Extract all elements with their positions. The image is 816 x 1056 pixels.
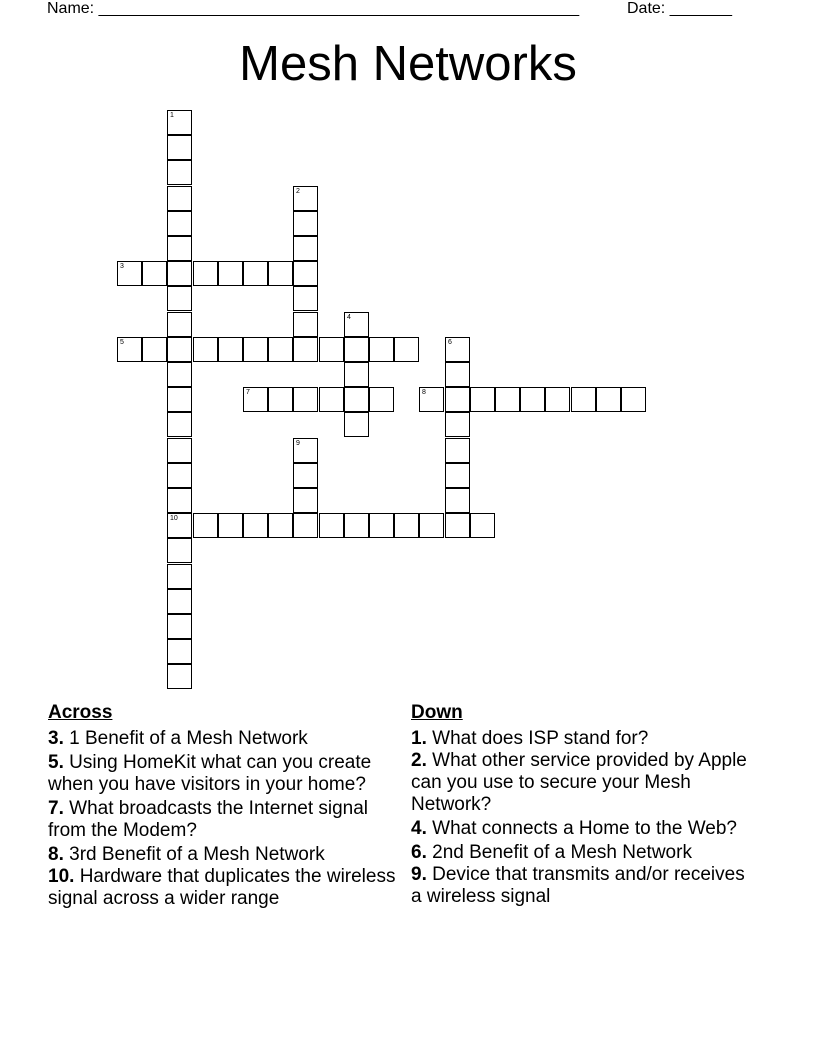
clue-text: What does ISP stand for? [432,728,649,749]
grid-cell[interactable] [571,387,596,412]
clue-text: What connects a Home to the Web? [432,818,738,839]
grid-cell[interactable] [167,639,192,664]
grid-cell[interactable] [167,589,192,614]
clue-number: 1. [411,728,427,749]
grid-cell[interactable] [344,312,369,337]
grid-cell[interactable] [293,488,318,513]
cell-number: 8 [422,389,426,396]
grid-cell[interactable] [445,513,470,538]
grid-cell[interactable] [167,286,192,311]
down-clues [411,702,751,910]
grid-cell[interactable] [167,564,192,589]
grid-cell[interactable] [167,438,192,463]
grid-cell[interactable] [167,110,192,135]
cell-number: 9 [296,440,300,447]
grid-cell[interactable] [243,337,268,362]
grid-cell[interactable] [344,337,369,362]
grid-cell[interactable] [344,513,369,538]
grid-cell[interactable] [394,337,419,362]
across-clues [48,702,408,912]
grid-cell[interactable] [419,513,444,538]
clue-text: What other service provided by Apple can you use to secure your Mesh Network? [411,750,747,815]
clue-number: 2. [411,750,427,771]
grid-cell[interactable] [268,337,293,362]
grid-cell[interactable] [293,337,318,362]
clue-number: 7. [48,798,64,819]
grid-cell[interactable] [167,664,192,689]
name-field[interactable]: Name: ______________________________________________________ [47,0,580,17]
grid-cell[interactable] [293,438,318,463]
down-clue [411,842,751,864]
grid-cell[interactable] [268,513,293,538]
grid-cell[interactable] [167,211,192,236]
grid-cell[interactable] [344,387,369,412]
grid-cell[interactable] [419,387,444,412]
across-clue [48,798,408,842]
grid-cell[interactable] [293,513,318,538]
grid-cell[interactable] [293,463,318,488]
grid-cell[interactable] [470,513,495,538]
grid-cell[interactable] [243,513,268,538]
grid-cell[interactable] [445,362,470,387]
clue-number: 4. [411,818,427,839]
grid-cell[interactable] [167,538,192,563]
grid-cell[interactable] [167,312,192,337]
across-clue [48,844,408,866]
grid-cell[interactable] [142,337,167,362]
grid-cell[interactable] [394,513,419,538]
cell-number: 5 [120,339,124,346]
cell-number: 3 [120,263,124,270]
grid-cell[interactable] [193,337,218,362]
grid-cell[interactable] [167,261,192,286]
grid-cell[interactable] [193,513,218,538]
down-heading: Down [411,702,463,723]
clue-number: 5. [48,752,64,773]
cell-number: 1 [170,112,174,119]
cell-number: 4 [347,314,351,321]
down-clue [411,750,751,816]
grid-cell[interactable] [293,387,318,412]
clue-text: 3rd Benefit of a Mesh Network [69,844,325,865]
cell-number: 7 [246,389,250,396]
page-title: Mesh Networks [239,37,577,91]
grid-cell[interactable] [445,387,470,412]
grid-cell[interactable] [344,412,369,437]
across-clue [48,752,408,796]
clue-number: 8. [48,844,64,865]
grid-cell[interactable] [369,513,394,538]
clue-text: What broadcasts the Internet signal from the Modem? [48,798,369,841]
across-clue [48,728,408,750]
grid-cell[interactable] [243,387,268,412]
down-clue [411,864,751,908]
clue-text: Hardware that duplicates the wireless signal across a wider range [48,866,396,909]
clue-number: 10. [48,866,75,887]
grid-cell[interactable] [520,387,545,412]
clue-text: Using HomeKit what can you create when you have visitors in your home? [48,752,372,795]
grid-cell[interactable] [167,236,192,261]
grid-cell[interactable] [293,261,318,286]
grid-cell[interactable] [218,513,243,538]
across-clue [48,866,408,910]
across-heading: Across [48,702,113,723]
grid-cell[interactable] [167,412,192,437]
grid-cell[interactable] [293,312,318,337]
grid-cell[interactable] [218,261,243,286]
grid-cell[interactable] [344,362,369,387]
grid-cell[interactable] [268,261,293,286]
grid-cell[interactable] [167,463,192,488]
grid-cell[interactable] [319,337,344,362]
cell-number: 6 [448,339,452,346]
grid-cell[interactable] [193,261,218,286]
grid-cell[interactable] [167,488,192,513]
grid-cell[interactable] [369,337,394,362]
clue-text: 2nd Benefit of a Mesh Network [432,842,692,863]
grid-cell[interactable] [167,513,192,538]
grid-cell[interactable] [268,387,293,412]
grid-cell[interactable] [596,387,621,412]
grid-cell[interactable] [495,387,520,412]
grid-cell[interactable] [445,412,470,437]
grid-cell[interactable] [621,387,646,412]
clue-number: 6. [411,842,427,863]
grid-cell[interactable] [293,286,318,311]
grid-cell[interactable] [293,211,318,236]
grid-cell[interactable] [167,186,192,211]
clue-number: 9. [411,864,427,885]
down-clue [411,728,751,750]
grid-cell[interactable] [117,261,142,286]
grid-cell[interactable] [117,337,142,362]
grid-cell[interactable] [445,337,470,362]
grid-cell[interactable] [293,186,318,211]
date-field[interactable]: Date: _______ [627,0,732,17]
grid-cell[interactable] [243,261,268,286]
grid-cell[interactable] [445,463,470,488]
clue-number: 3. [48,728,64,749]
cell-number: 2 [296,188,300,195]
grid-cell[interactable] [445,488,470,513]
clue-text: 1 Benefit of a Mesh Network [69,728,308,749]
grid-cell[interactable] [293,236,318,261]
grid-cell[interactable] [218,337,243,362]
grid-cell[interactable] [545,387,570,412]
grid-cell[interactable] [369,387,394,412]
grid-cell[interactable] [445,438,470,463]
grid-cell[interactable] [167,337,192,362]
grid-cell[interactable] [319,387,344,412]
grid-cell[interactable] [142,261,167,286]
grid-cell[interactable] [167,362,192,387]
grid-cell[interactable] [167,135,192,160]
grid-cell[interactable] [167,614,192,639]
down-clue [411,818,751,840]
grid-cell[interactable] [167,387,192,412]
clue-text: Device that transmits and/or receives a wireless signal [411,864,745,907]
grid-cell[interactable] [167,160,192,185]
grid-cell[interactable] [319,513,344,538]
grid-cell[interactable] [470,387,495,412]
cell-number: 10 [170,515,178,522]
